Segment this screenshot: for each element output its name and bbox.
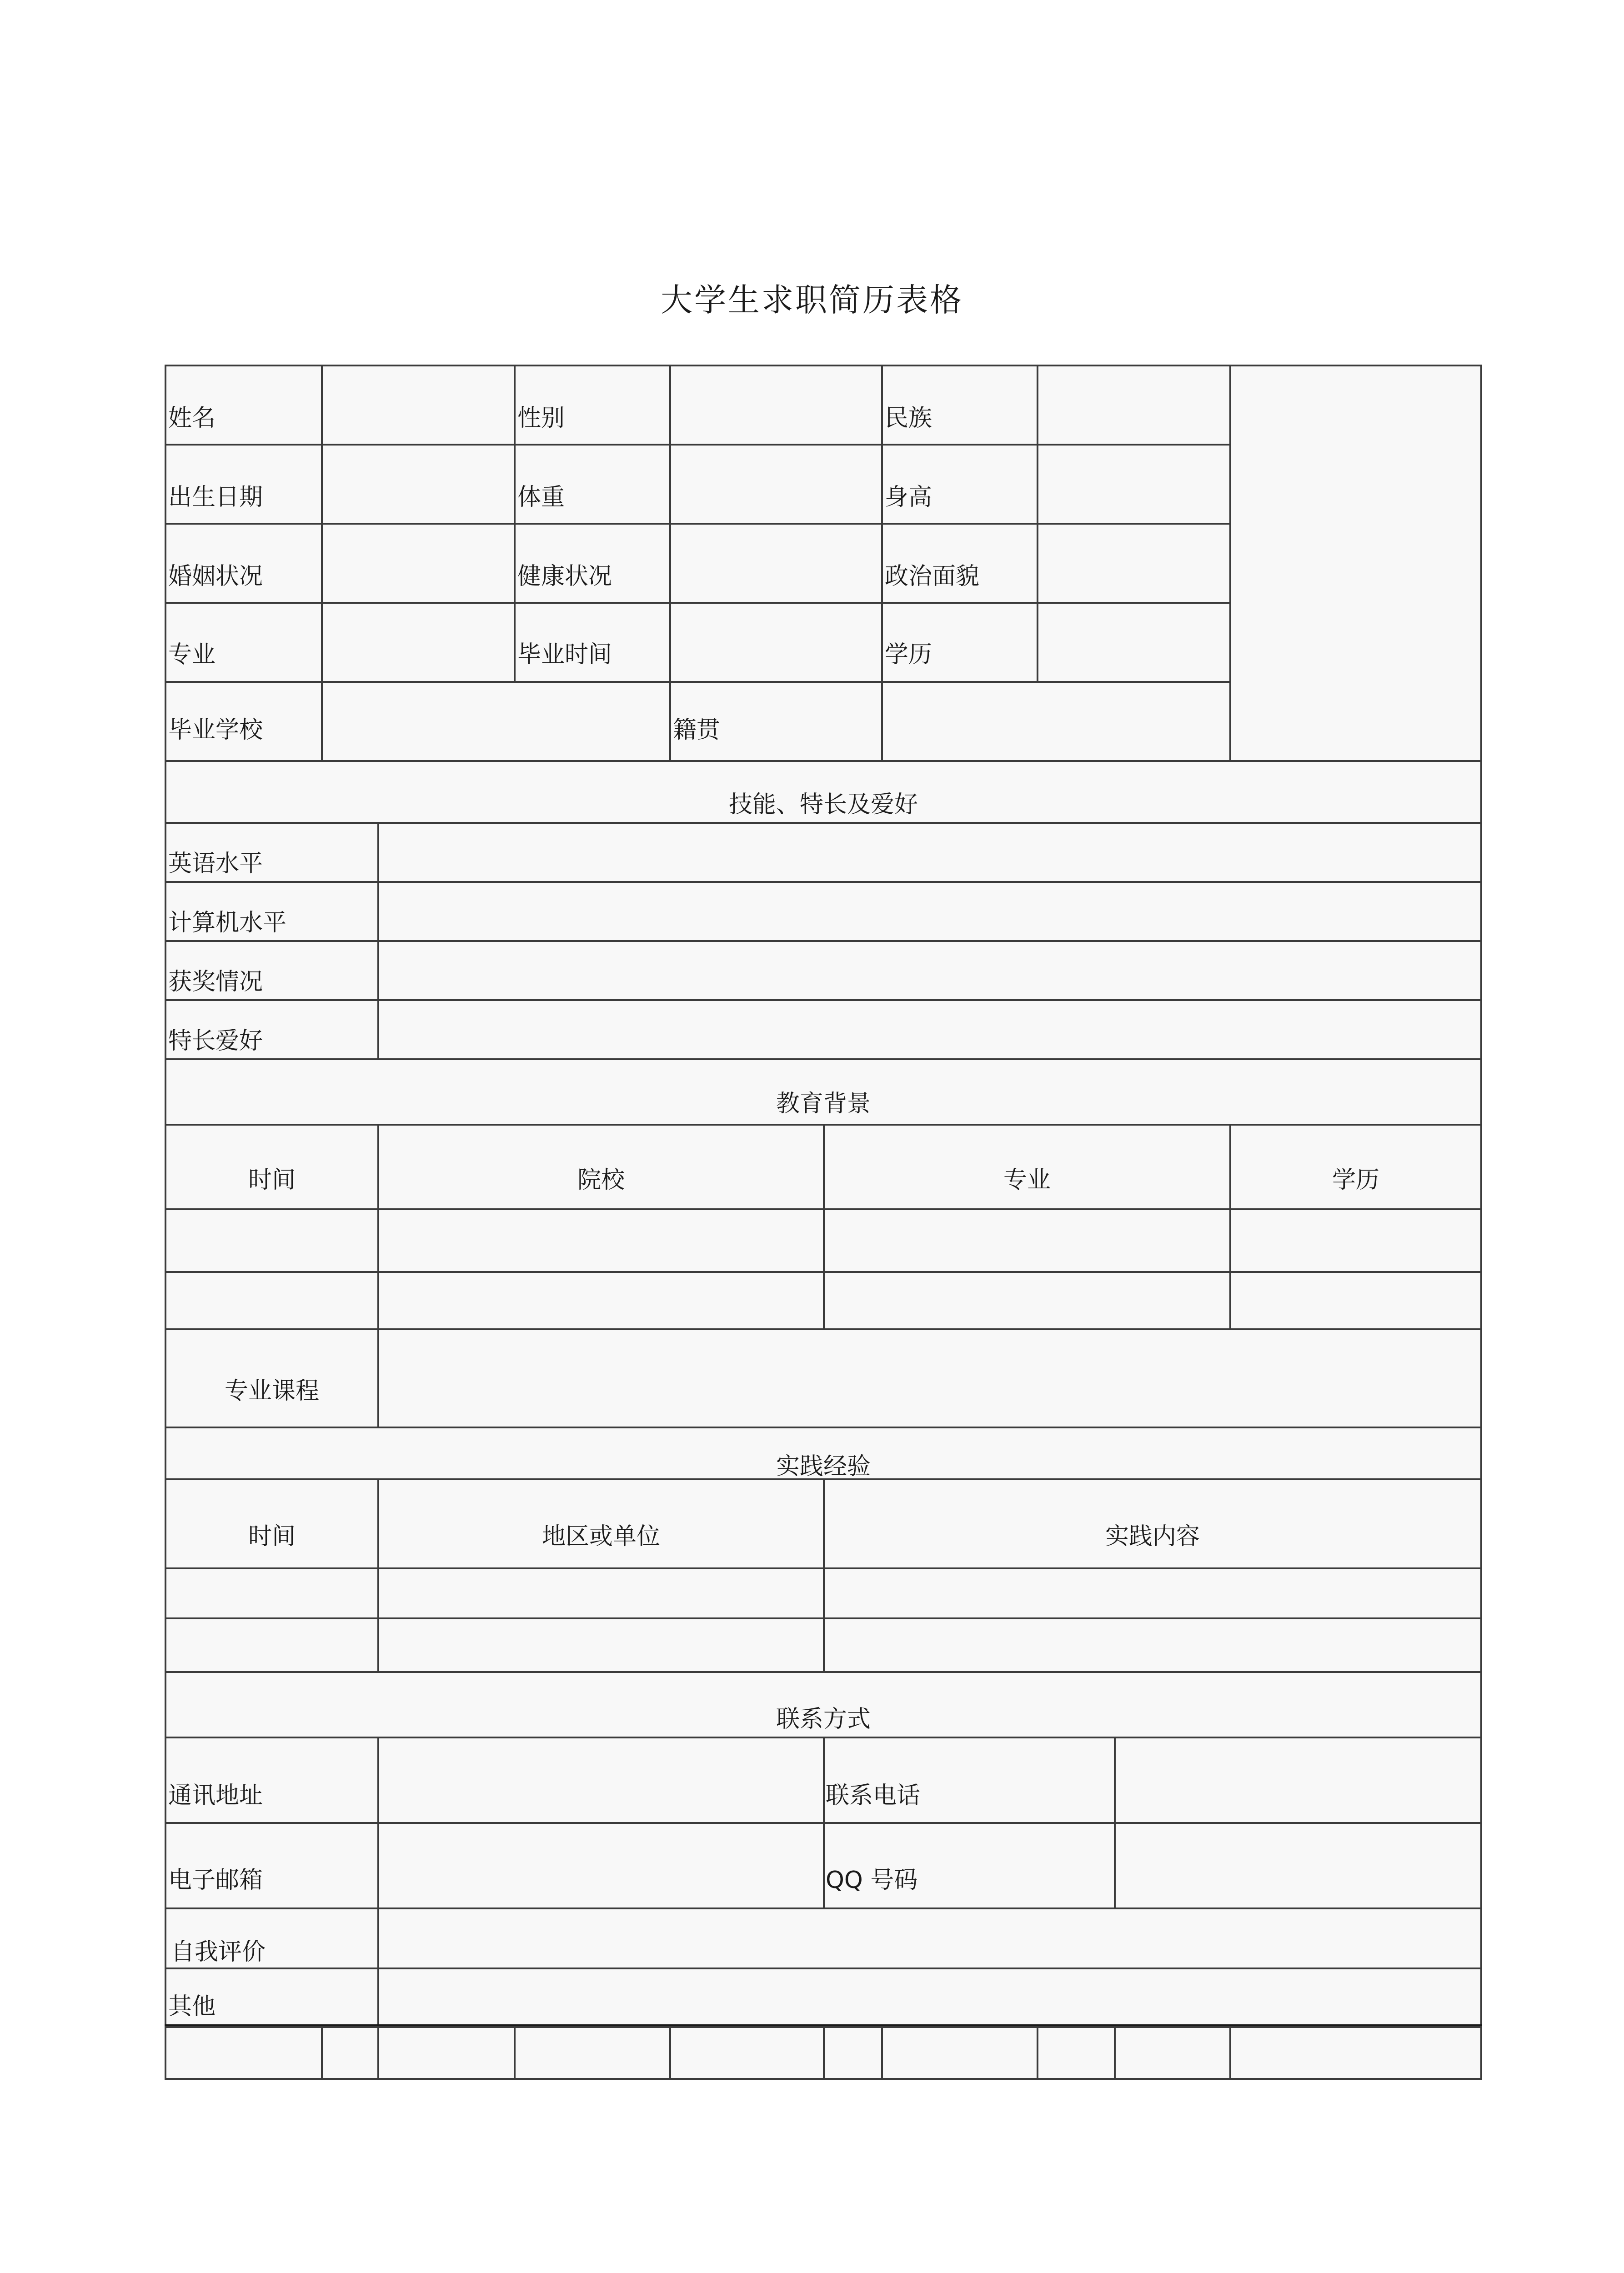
email-value-cell[interactable]	[377, 1822, 825, 1909]
address-value-cell[interactable]	[377, 1737, 825, 1824]
qq-label-cell	[823, 1822, 1116, 1909]
qq-value-cell[interactable]	[1114, 1822, 1482, 1909]
awards-label: 获奖情况	[168, 968, 263, 996]
practice-col-place: 地区或单位	[541, 1523, 660, 1550]
health-label: 健康状况	[517, 563, 612, 590]
courses-value-cell[interactable]	[377, 1328, 1482, 1428]
contact-header: 联系方式	[776, 1706, 871, 1733]
education-header: 教育背景	[776, 1090, 871, 1117]
bottom-row-cell	[514, 2026, 671, 2080]
computer-label: 计算机水平	[168, 909, 287, 936]
bottom-row-cell	[1229, 2026, 1482, 2080]
political-value-cell[interactable]	[1037, 523, 1231, 604]
self-eval-value-cell[interactable]	[377, 1908, 1482, 1969]
other-label: 其他	[168, 1993, 216, 2020]
edu-row-2-major[interactable]	[823, 1271, 1231, 1330]
edu-col-time: 时间	[248, 1167, 296, 1194]
height-value-cell[interactable]	[1037, 444, 1231, 525]
phone-value-cell[interactable]	[1114, 1737, 1482, 1824]
practice-row-2-content[interactable]	[823, 1617, 1482, 1673]
photo-cell[interactable]	[1229, 365, 1482, 762]
edu-row-2-degree[interactable]	[1229, 1271, 1482, 1330]
major-value-cell[interactable]	[321, 602, 516, 683]
english-value-cell[interactable]	[377, 822, 1482, 883]
skills-header: 技能、特长及爱好	[728, 791, 918, 818]
degree-label: 学历	[885, 641, 932, 668]
edu-col-school: 院校	[577, 1167, 625, 1194]
bottom-row-cell	[669, 2026, 825, 2080]
grad-time-value-cell[interactable]	[669, 602, 883, 683]
practice-row-1-place[interactable]	[377, 1567, 825, 1619]
edu-row-1-degree[interactable]	[1229, 1208, 1482, 1273]
self-eval-label: 自我评价	[171, 1938, 266, 1966]
email-label: 电子邮箱	[168, 1867, 263, 1894]
weight-label: 体重	[517, 484, 565, 511]
courses-label: 专业课程	[224, 1377, 319, 1405]
bottom-row-cell	[321, 2026, 379, 2080]
name-label: 姓名	[168, 405, 216, 432]
page-title: 大学生求职简历表格	[661, 281, 963, 319]
bottom-row-cell	[1037, 2026, 1116, 2080]
practice-row-2-place[interactable]	[377, 1617, 825, 1673]
birth-value-cell[interactable]	[321, 444, 516, 525]
political-label: 政治面貌	[885, 563, 980, 590]
practice-row-2-time[interactable]	[165, 1617, 379, 1673]
degree-value-cell[interactable]	[1037, 602, 1231, 683]
birth-label: 出生日期	[168, 484, 263, 511]
practice-col-time: 时间	[248, 1523, 296, 1550]
ethnicity-label: 民族	[885, 405, 932, 432]
practice-header: 实践经验	[776, 1453, 871, 1480]
address-label: 通讯地址	[168, 1782, 263, 1809]
other-value-cell[interactable]	[377, 1968, 1482, 2027]
edu-row-1-school[interactable]	[377, 1208, 825, 1273]
computer-value-cell[interactable]	[377, 881, 1482, 942]
ethnicity-value-cell[interactable]	[1037, 365, 1231, 446]
school-label: 毕业学校	[168, 716, 263, 744]
bottom-row-cell	[1114, 2026, 1231, 2080]
phone-label-cell	[823, 1737, 1116, 1824]
address-label-cell	[165, 1737, 379, 1824]
english-label: 英语水平	[168, 850, 263, 877]
edu-row-1-time[interactable]	[165, 1208, 379, 1273]
marital-value-cell[interactable]	[321, 523, 516, 604]
phone-label: 联系电话	[826, 1782, 921, 1809]
practice-row-1-content[interactable]	[823, 1567, 1482, 1619]
hobbies-label: 特长爱好	[168, 1027, 263, 1055]
native-value-cell[interactable]	[881, 681, 1231, 762]
qq-label: QQ 号码	[826, 1867, 918, 1894]
edu-row-2-time[interactable]	[165, 1271, 379, 1330]
marital-label: 婚姻状况	[168, 563, 263, 590]
bottom-row-cell	[377, 2026, 516, 2080]
name-value-cell[interactable]	[321, 365, 516, 446]
email-label-cell	[165, 1822, 379, 1909]
weight-value-cell[interactable]	[669, 444, 883, 525]
edu-col-major: 专业	[1003, 1167, 1051, 1194]
edu-col-degree: 学历	[1332, 1167, 1379, 1194]
bottom-row-cell	[823, 2026, 883, 2080]
health-value-cell[interactable]	[669, 523, 883, 604]
bottom-row-cell	[165, 2026, 323, 2080]
hobbies-value-cell[interactable]	[377, 999, 1482, 1060]
school-value-cell[interactable]	[321, 681, 671, 762]
practice-col-content: 实践内容	[1105, 1523, 1200, 1550]
grad-time-label: 毕业时间	[517, 641, 612, 668]
major-label: 专业	[168, 641, 216, 668]
edu-row-2-school[interactable]	[377, 1271, 825, 1330]
height-label: 身高	[885, 484, 932, 511]
gender-label: 性别	[517, 405, 565, 432]
practice-row-1-time[interactable]	[165, 1567, 379, 1619]
awards-value-cell[interactable]	[377, 940, 1482, 1001]
edu-row-1-major[interactable]	[823, 1208, 1231, 1273]
gender-value-cell[interactable]	[669, 365, 883, 446]
bottom-row-cell	[881, 2026, 1038, 2080]
native-label: 籍贯	[673, 716, 721, 744]
